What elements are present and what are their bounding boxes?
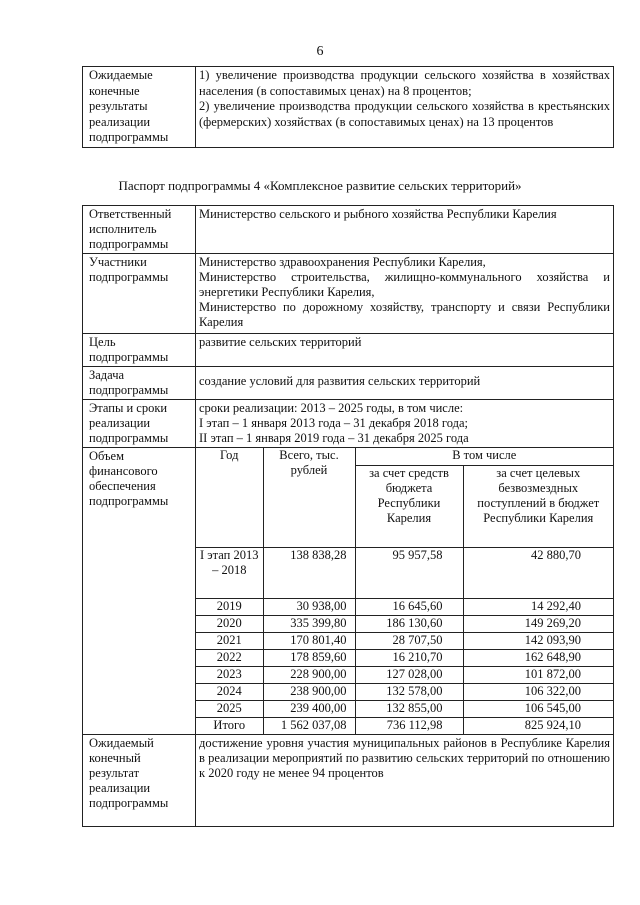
fin-budget: 736 112,98 <box>355 717 463 734</box>
results-line-2: 2) увеличение производства продукции сельского хозяйства в крестьянских (фермерских) хозяйствах (в сопоставимых ценах) на 13 процентов <box>199 99 610 129</box>
table-row <box>196 448 613 465</box>
fin-total: 228 900,00 <box>263 666 355 683</box>
table-row <box>83 67 614 148</box>
header-grants: за счет целевых безвозмездных поступлений в бюджет Республики Карелия <box>463 465 613 547</box>
fin-year: 2021 <box>196 632 263 649</box>
financing-cell <box>196 448 614 735</box>
table-row <box>196 700 613 717</box>
table-row <box>83 334 614 367</box>
fin-budget: 28 707,50 <box>355 632 463 649</box>
table-row <box>196 683 613 700</box>
fin-year: 2022 <box>196 649 263 666</box>
fin-budget: 95 957,58 <box>355 547 463 598</box>
fin-year: Итого <box>196 717 263 734</box>
table-row <box>83 735 614 827</box>
goal-label: Цель подпрограммы <box>83 334 196 367</box>
table-row <box>196 666 613 683</box>
stages-line: II этап – 1 января 2019 года – 31 декабря 2025 года <box>199 431 469 445</box>
table-row <box>196 598 613 615</box>
fin-year: I этап 2013 – 2018 <box>196 547 263 598</box>
fin-grants: 101 872,00 <box>463 666 613 683</box>
table-row <box>83 206 614 254</box>
fin-budget: 16 645,60 <box>355 598 463 615</box>
table-row <box>196 615 613 632</box>
fin-total: 138 838,28 <box>263 547 355 598</box>
stages-label: Этапы и сроки реализации подпрограммы <box>83 400 196 448</box>
table-row <box>196 649 613 666</box>
participants-value <box>196 254 614 334</box>
header-budget: за счет средств бюджета Республики Карелия <box>355 465 463 547</box>
fin-year: 2025 <box>196 700 263 717</box>
fin-total: 170 801,40 <box>263 632 355 649</box>
fin-budget: 132 855,00 <box>355 700 463 717</box>
fin-grants: 142 093,90 <box>463 632 613 649</box>
fin-total: 335 399,80 <box>263 615 355 632</box>
fin-total: 30 938,00 <box>263 598 355 615</box>
fin-year: 2024 <box>196 683 263 700</box>
fin-total: 238 900,00 <box>263 683 355 700</box>
financing-table <box>196 448 613 734</box>
fin-grants: 825 924,10 <box>463 717 613 734</box>
table-row <box>83 400 614 448</box>
results-line-1: 1) увеличение производства продукции сельского хозяйства в хозяйствах населения (в сопоставимых ценах) на 8 процентов; <box>199 68 610 98</box>
fin-year: 2023 <box>196 666 263 683</box>
fin-total: 239 400,00 <box>263 700 355 717</box>
participant-item: Министерство строительства, жилищно-коммунального хозяйства и энергетики Республики Карелия, <box>199 270 610 299</box>
expected-label: Ожидаемый конечный результат реализации подпрограммы <box>83 735 196 827</box>
expected-value: достижение уровня участия муниципальных районов в Республике Карелия в реализации мероприятий по развитию сельских территорий по отношению к 2020 году не менее 94 процентов <box>196 735 614 827</box>
fin-total: 178 859,60 <box>263 649 355 666</box>
results-label: Ожидаемые конечные результаты реализации подпрограммы <box>83 67 196 148</box>
table-row <box>196 717 613 734</box>
header-incl: В том числе <box>355 448 613 465</box>
task-value: создание условий для развития сельских территорий <box>196 367 614 400</box>
fin-grants: 14 292,40 <box>463 598 613 615</box>
table-row <box>83 448 614 735</box>
header-year: Год <box>196 448 263 547</box>
fin-budget: 127 028,00 <box>355 666 463 683</box>
header-total: Всего, тыс. рублей <box>263 448 355 547</box>
stages-value <box>196 400 614 448</box>
fin-grants: 106 322,00 <box>463 683 613 700</box>
fin-budget: 186 130,60 <box>355 615 463 632</box>
fin-budget: 132 578,00 <box>355 683 463 700</box>
fin-year: 2019 <box>196 598 263 615</box>
participant-item: Министерство по дорожному хозяйству, транспорту и связи Республики Карелия <box>199 300 610 329</box>
participants-label: Участники подпрограммы <box>83 254 196 334</box>
task-label: Задача подпрограммы <box>83 367 196 400</box>
fin-grants: 149 269,20 <box>463 615 613 632</box>
executor-value: Министерство сельского и рыбного хозяйства Республики Карелия <box>196 206 614 254</box>
fin-budget: 16 210,70 <box>355 649 463 666</box>
table-row <box>196 547 613 598</box>
table-row <box>83 367 614 400</box>
stages-line: I этап – 1 января 2013 года – 31 декабря 2018 года; <box>199 416 468 430</box>
financing-label: Объем финансового обеспечения подпрограммы <box>83 448 196 735</box>
fin-year: 2020 <box>196 615 263 632</box>
table-row <box>196 632 613 649</box>
fin-total: 1 562 037,08 <box>263 717 355 734</box>
fin-grants: 162 648,90 <box>463 649 613 666</box>
participant-item: Министерство здравоохранения Республики Карелия, <box>199 255 486 269</box>
results-table <box>82 66 614 148</box>
table-row <box>83 254 614 334</box>
results-value <box>196 67 614 148</box>
page-number: 6 <box>316 44 324 59</box>
fin-grants: 42 880,70 <box>463 547 613 598</box>
passport-table <box>82 205 614 827</box>
stages-line: сроки реализации: 2013 – 2025 годы, в том числе: <box>199 401 464 415</box>
fin-grants: 106 545,00 <box>463 700 613 717</box>
executor-label: Ответственный исполнитель подпрограммы <box>83 206 196 254</box>
passport-title: Паспорт подпрограммы 4 «Комплексное развитие сельских территорий» <box>118 178 522 193</box>
goal-value: развитие сельских территорий <box>196 334 614 367</box>
